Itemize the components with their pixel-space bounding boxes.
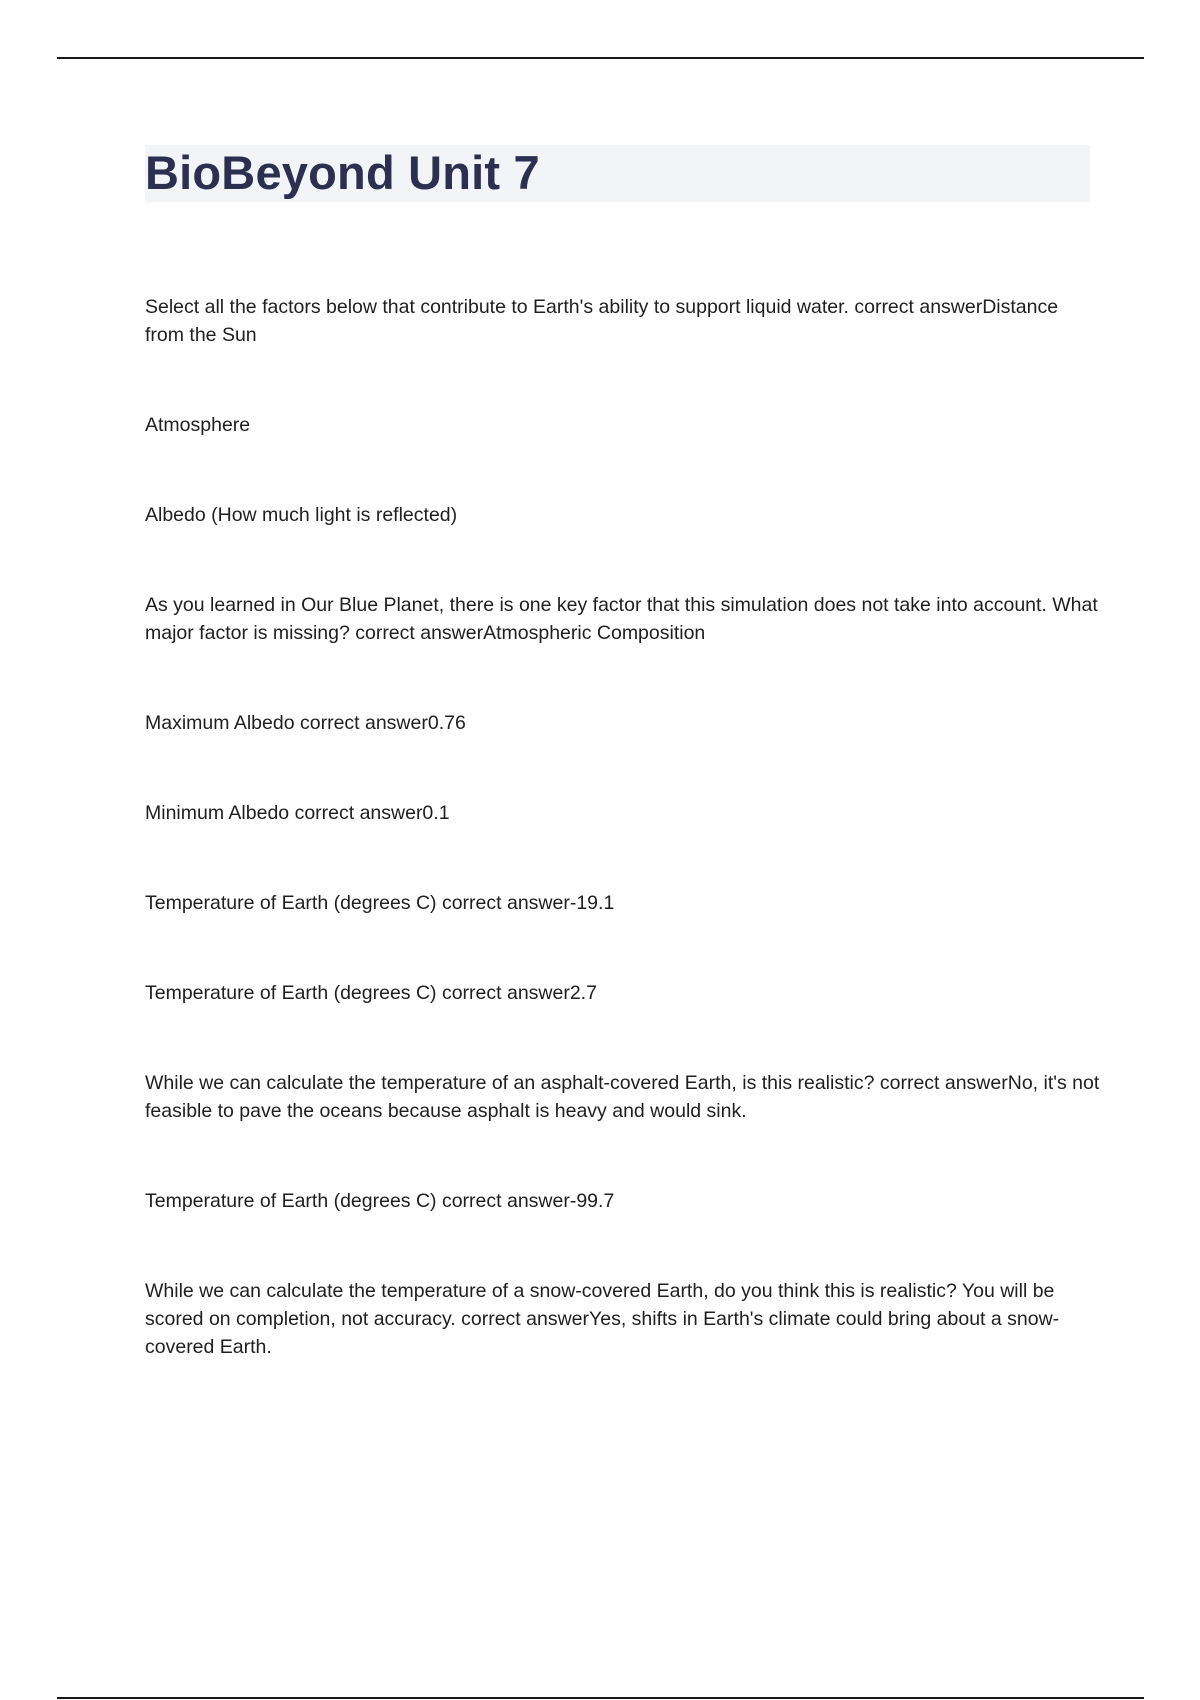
qa-paragraph-6: Minimum Albedo correct answer0.1: [145, 802, 450, 824]
qa-paragraph-2: Atmosphere: [145, 414, 251, 436]
qa-paragraph-9: While we can calculate the temperature of an asphalt-covered Earth, is this realistic? correct answerNo, it's not feasible to pave the oceans because asphalt is heavy and would sink.: [145, 1072, 1100, 1122]
qa-paragraph-4: As you learned in Our Blue Planet, there is one key factor that this simulation does not take into account. What major factor is missing? correct answerAtmospheric Composition: [145, 594, 1098, 644]
qa-paragraph-3: Albedo (How much light is reflected): [145, 504, 458, 526]
qa-paragraph-1: Select all the factors below that contribute to Earth's ability to support liquid water. correct answerDistance from the Sun: [145, 296, 1059, 346]
qa-paragraph-5: Maximum Albedo correct answer0.76: [145, 712, 466, 734]
qa-paragraph-11: While we can calculate the temperature of a snow-covered Earth, do you think this is realistic? You will be scored on completion, not accuracy. correct answerYes, shifts in Earth's climate could bring about a snow-covered Earth.: [145, 1280, 1060, 1358]
top-rule: [57, 57, 1144, 59]
qa-paragraph-10: Temperature of Earth (degrees C) correct answer-99.7: [145, 1190, 615, 1212]
qa-paragraph-8: Temperature of Earth (degrees C) correct answer2.7: [145, 982, 597, 1004]
bottom-rule: [57, 1697, 1144, 1699]
document-title: BioBeyond Unit 7: [145, 146, 540, 199]
document-body: [145, 293, 1100, 1423]
qa-paragraph-7: Temperature of Earth (degrees C) correct answer-19.1: [145, 892, 615, 914]
